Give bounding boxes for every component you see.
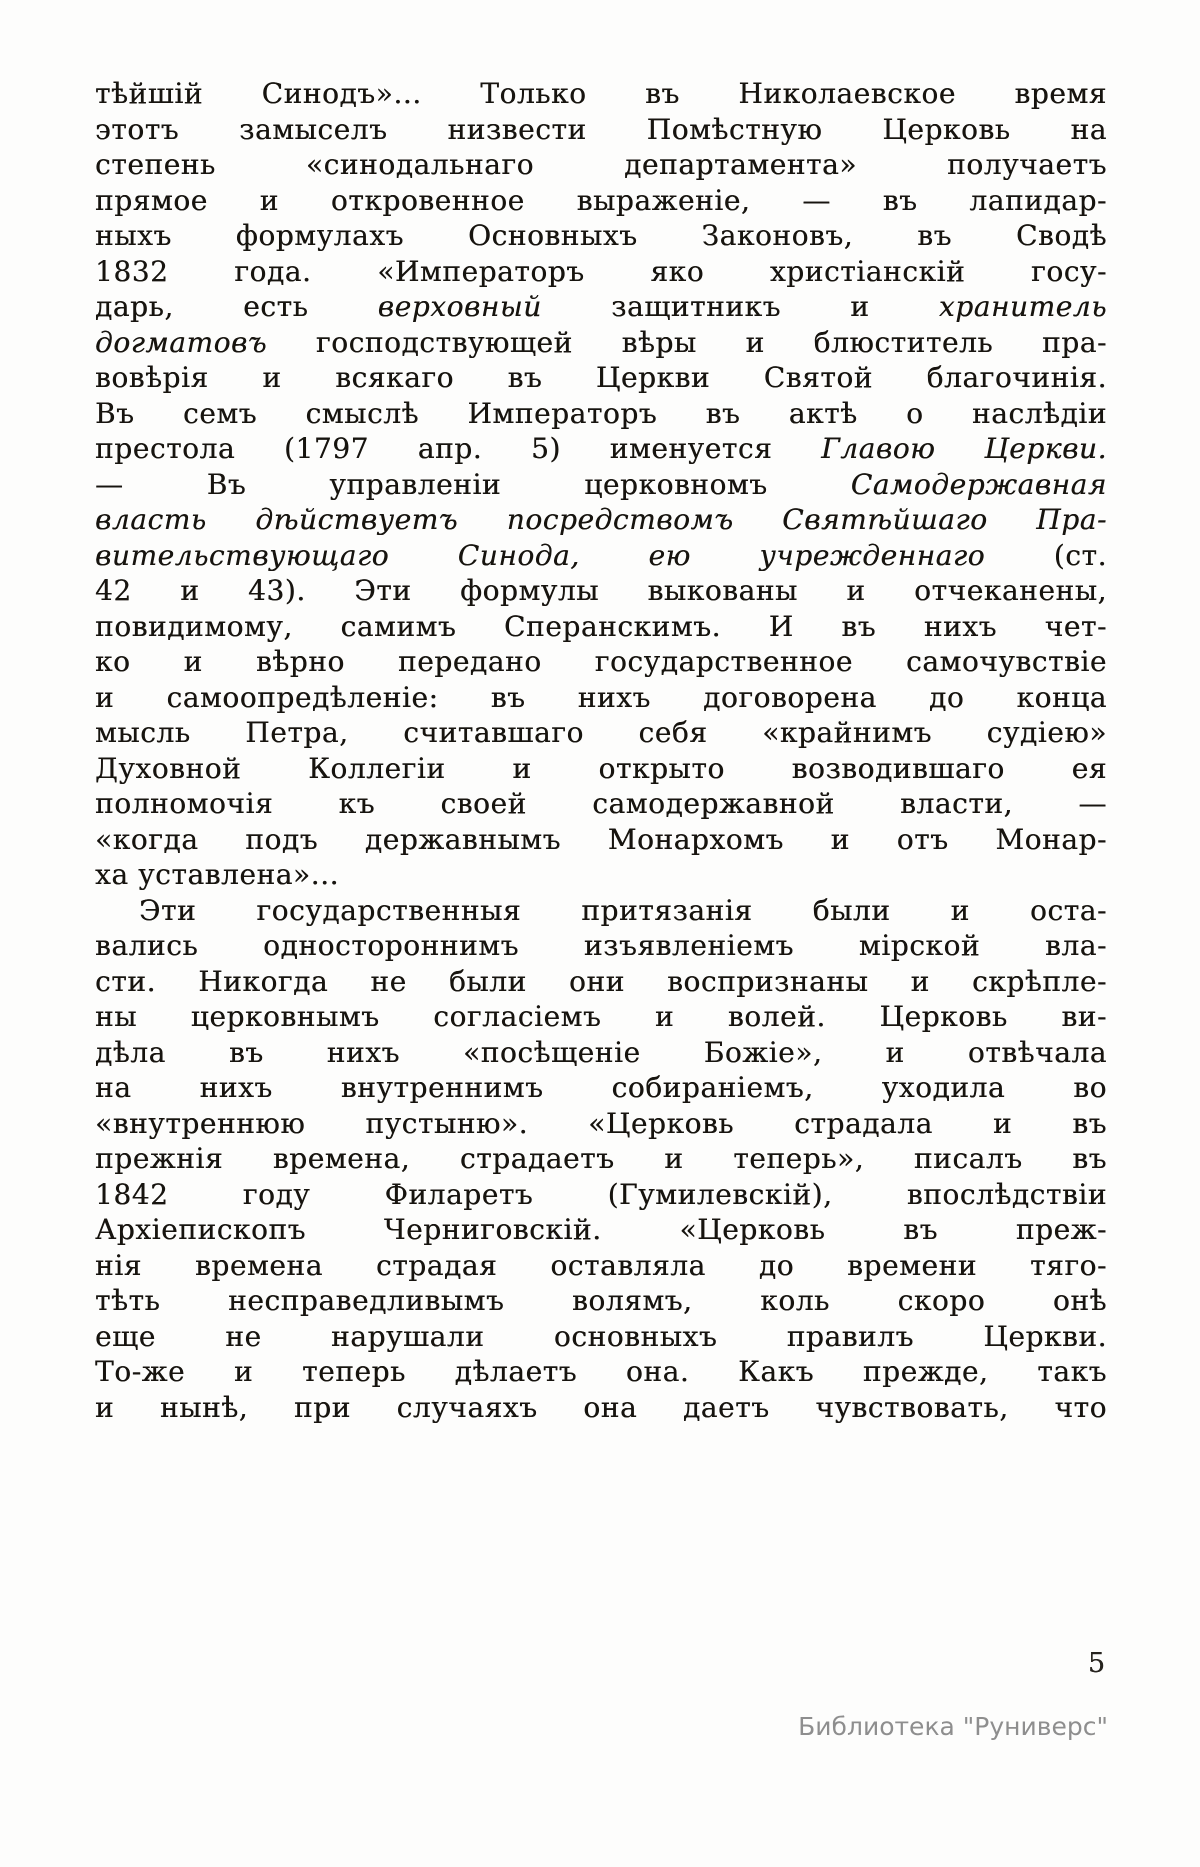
text-segment: дарь, есть (95, 290, 378, 323)
page-number: 5 (1087, 1648, 1105, 1679)
library-watermark: Библиотека "Руниверс" (798, 1712, 1108, 1741)
text-line (95, 289, 1107, 325)
text-segment: ныхъ формулахъ Основныхъ Законовъ, въ Сводѣ (95, 219, 1107, 252)
italic-text-segment: власть дѣйствуетъ посредствомъ Святѣйшаго Пра- (95, 503, 1107, 536)
text-line (95, 680, 1107, 716)
text-line (95, 1106, 1107, 1142)
text-segment: «внутреннюю пустыню». «Церковь страдала и въ (95, 1106, 1107, 1140)
italic-text-segment: верховный (377, 290, 542, 323)
text-line (95, 396, 1107, 432)
text-segment: дѣла въ нихъ «посѣщеніе Божіе», и отвѣчала (95, 1035, 1107, 1069)
text-segment: полномочія къ своей самодержавной власти, — (95, 787, 1107, 820)
text-segment: на нихъ внутреннимъ собираніемъ, уходила во (95, 1071, 1107, 1104)
italic-text-segment: Главою Церкви. (821, 432, 1107, 465)
text-line (95, 147, 1107, 183)
italic-text-segment: Самодержавная (850, 467, 1107, 501)
text-line (95, 1390, 1107, 1426)
text-line (95, 644, 1107, 680)
text-line (95, 360, 1107, 396)
text-segment: вались одностороннимъ изъявленіемъ мірской вла- (95, 929, 1107, 962)
text-segment: тѣйшій Синодъ»... Только въ Николаевское время (95, 77, 1107, 110)
text-segment: и нынѣ, при случаяхъ она даетъ чувствовать, что (95, 1390, 1107, 1424)
text-line (95, 573, 1107, 609)
text-segment: (ст. (1053, 538, 1107, 572)
text-segment: Архіепископъ Черниговскій. «Церковь въ преж- (95, 1213, 1107, 1246)
text-segment: 42 и 43). Эти формулы выкованы и отчеканены, (95, 574, 1107, 607)
text-line (95, 1319, 1107, 1355)
text-segment: ха уставлена»... (95, 858, 339, 891)
text-line (95, 467, 1107, 503)
italic-text-segment: вительствующаго Синода, ею учрежденнаго (95, 538, 1054, 572)
text-segment: повидимому, самимъ Сперанскимъ. И въ нихъ чет- (95, 609, 1107, 643)
text-line (95, 928, 1107, 964)
text-segment: Духовной Коллегіи и открыто возводившаго ея (95, 751, 1107, 785)
italic-text-segment: хранитель (938, 290, 1107, 323)
text-line (95, 183, 1107, 219)
text-line (95, 325, 1107, 361)
text-segment: престола (1797 апр. 5) именуется (95, 432, 822, 465)
text-segment: господствующей вѣры и блюститель пра- (267, 325, 1107, 359)
text-line (95, 1141, 1107, 1177)
text-segment: 1832 года. «Императоръ яко христіанскій госу- (95, 254, 1107, 288)
text-line (95, 112, 1107, 148)
text-segment: Эти государственныя притязанія были и оста- (139, 893, 1107, 927)
text-segment: и самоопредѣленіе: въ нихъ договорена до конца (95, 680, 1107, 714)
text-line (95, 822, 1107, 858)
text-line (95, 538, 1107, 574)
text-line (95, 431, 1107, 467)
text-line (95, 502, 1107, 538)
text-block (95, 76, 1107, 1425)
text-line (95, 964, 1107, 1000)
text-line (95, 76, 1107, 112)
text-line (95, 1354, 1107, 1390)
text-line (95, 1212, 1107, 1248)
text-segment: нія времена страдая оставляла до времени тяго- (95, 1248, 1107, 1282)
text-line (95, 218, 1107, 254)
text-segment: сти. Никогда не были они воспризнаны и скрѣпле- (95, 964, 1107, 998)
text-line (95, 715, 1107, 751)
text-segment: — Въ управленіи церковномъ (95, 467, 851, 501)
italic-text-segment: догматовъ (95, 325, 268, 359)
text-segment: тѣть несправедливымъ волямъ, коль скоро онѣ (95, 1284, 1107, 1317)
text-segment: мысль Петра, считавшаго себя «крайнимъ судіею» (95, 716, 1107, 749)
text-line (95, 1070, 1107, 1106)
text-segment: вовѣрія и всякаго въ Церкви Святой благочинія. (95, 361, 1107, 394)
text-line (95, 857, 1107, 893)
text-segment: прежнія времена, страдаетъ и теперь», писалъ въ (95, 1142, 1107, 1175)
text-segment: То-же и теперь дѣлаетъ она. Какъ прежде, такъ (95, 1355, 1107, 1388)
text-segment: Въ семъ смыслѣ Императоръ въ актѣ о наслѣдіи (95, 396, 1107, 430)
text-line (95, 1035, 1107, 1071)
text-line (95, 893, 1107, 929)
text-line (95, 786, 1107, 822)
text-segment: «когда подъ державнымъ Монархомъ и отъ Монар- (95, 822, 1107, 856)
text-line (95, 1177, 1107, 1213)
text-segment: прямое и откровенное выраженіе, — въ лапидар- (95, 183, 1107, 217)
text-line (95, 1283, 1107, 1319)
text-line (95, 609, 1107, 645)
text-segment: ко и вѣрно передано государственное самочувствіе (95, 645, 1107, 678)
text-segment: этотъ замыселъ низвести Помѣстную Церковь на (95, 112, 1107, 146)
text-segment: ны церковнымъ согласіемъ и волей. Церковь ви- (95, 1000, 1107, 1033)
text-segment: защитникъ и (541, 290, 939, 323)
text-segment: 1842 году Филаретъ (Гумилевскій), впослѣдствіи (95, 1177, 1107, 1211)
text-segment: степень «синодальнаго департамента» получаетъ (95, 148, 1107, 181)
text-line (95, 254, 1107, 290)
text-line (95, 1248, 1107, 1284)
text-line (95, 999, 1107, 1035)
text-segment: еще не нарушали основныхъ правилъ Церкви. (95, 1319, 1107, 1353)
text-line (95, 751, 1107, 787)
